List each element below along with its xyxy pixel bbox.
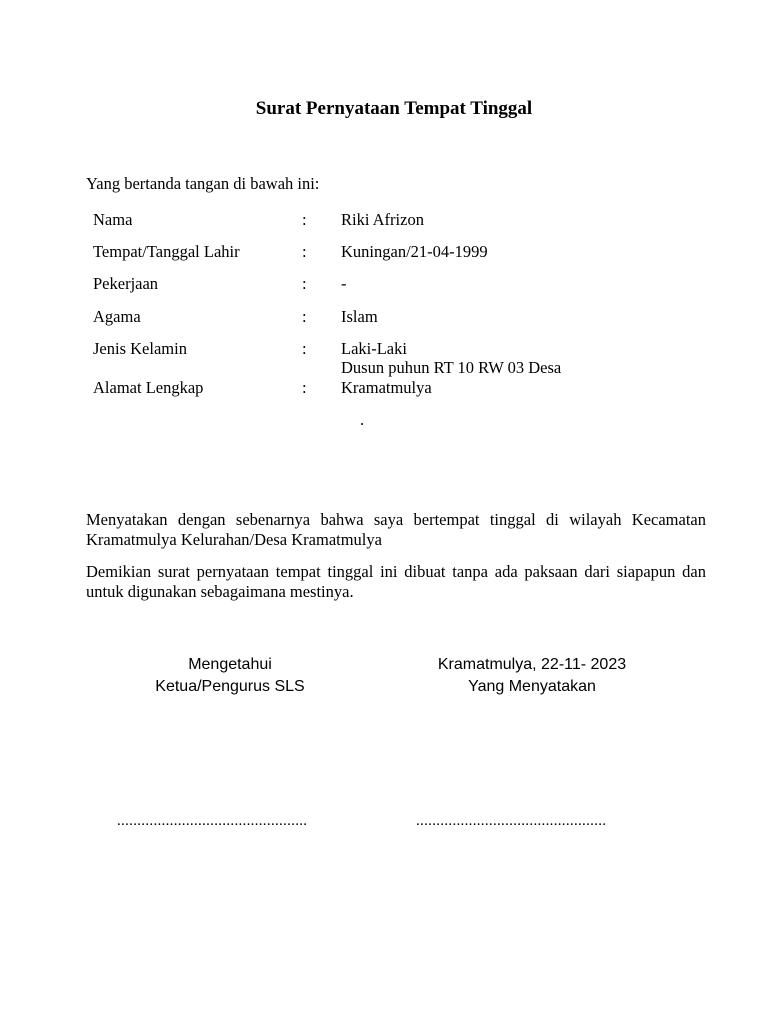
field-separator: : — [302, 210, 307, 229]
field-label: Pekerjaan — [93, 274, 159, 293]
field-value: Laki-Laki — [341, 339, 407, 358]
field-separator: : — [302, 307, 307, 326]
field-value: - — [341, 274, 347, 293]
signature-date: Kramatmulya, 22-11- 2023 — [437, 656, 627, 673]
signature-line-right: ............................................... — [416, 813, 607, 829]
signature-line-left: ............................................... — [117, 813, 308, 829]
signature-block-left — [120, 654, 340, 698]
field-separator: : — [302, 242, 307, 261]
field-value: Dusun puhun RT 10 RW 03 Desa — [341, 358, 562, 377]
field-value: Riki Afrizon — [341, 210, 424, 229]
signature-left-line2: Ketua/Pengurus SLS — [155, 678, 305, 695]
field-value: Kuningan/21-04-1999 — [341, 242, 488, 261]
field-separator: : — [302, 378, 307, 397]
field-label: Nama — [93, 210, 133, 229]
field-value: Kramatmulya — [341, 378, 432, 397]
field-value: Islam — [341, 307, 378, 326]
field-label: Tempat/Tanggal Lahir — [93, 242, 240, 261]
statement-paragraph: Menyatakan dengan sebenarnya bahwa saya bertempat tinggal di wilayah Kecamatan Kramatmulya Kelurahan/Desa Kramatmulya — [86, 510, 706, 549]
intro-text: Yang bertanda tangan di bawah ini: — [86, 174, 320, 193]
closing-paragraph: Demikian surat pernyataan tempat tinggal ini dibuat tanpa ada paksaan dari siapapun dan untuk digunakan sebagaimana mestinya. — [86, 562, 706, 601]
field-label: Jenis Kelamin — [93, 339, 187, 358]
signature-block-right — [404, 654, 660, 698]
field-label: Agama — [93, 307, 141, 326]
signature-right-line2: Yang Menyatakan — [468, 678, 596, 695]
field-separator: : — [302, 274, 307, 293]
field-separator: : — [302, 339, 307, 358]
signature-left-line1: Mengetahui — [188, 656, 272, 673]
field-label: Alamat Lengkap — [93, 378, 204, 397]
document-title: Surat Pernyataan Tempat Tinggal — [255, 98, 533, 119]
stray-dot: . — [360, 410, 365, 429]
